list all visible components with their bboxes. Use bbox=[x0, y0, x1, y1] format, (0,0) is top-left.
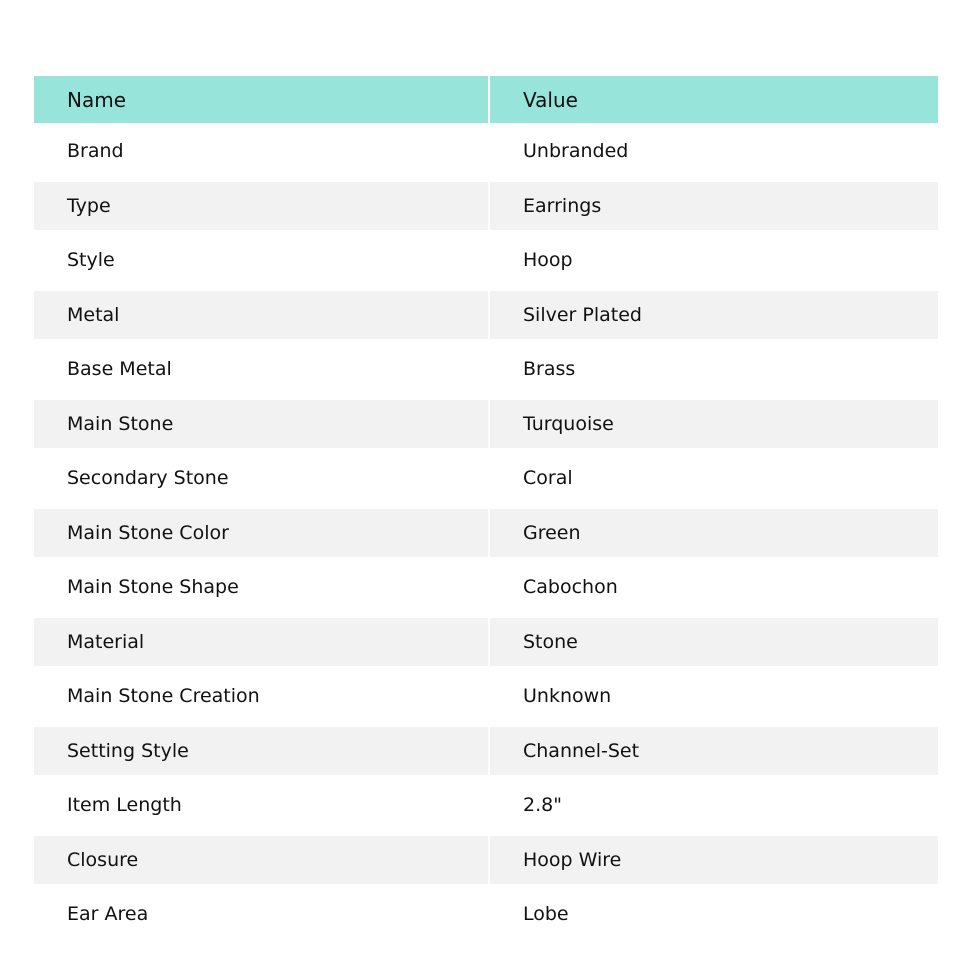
row-value-cell: Brass bbox=[490, 342, 938, 397]
row-name-cell: Secondary Stone bbox=[34, 451, 490, 506]
column-header-name: Name bbox=[34, 76, 490, 124]
row-value-cell: Unknown bbox=[490, 669, 938, 724]
table-row bbox=[34, 506, 938, 561]
table-row bbox=[34, 887, 938, 942]
row-name-cell: Type bbox=[34, 179, 490, 234]
row-value-cell: Hoop bbox=[490, 233, 938, 288]
row-name-cell: Item Length bbox=[34, 778, 490, 833]
row-value-cell: Unbranded bbox=[490, 124, 938, 179]
spec-table bbox=[34, 76, 938, 942]
row-name-cell: Brand bbox=[34, 124, 490, 179]
table-row bbox=[34, 342, 938, 397]
table-row bbox=[34, 669, 938, 724]
table-row bbox=[34, 724, 938, 779]
row-name-cell: Metal bbox=[34, 288, 490, 343]
table-body bbox=[34, 124, 938, 942]
table-row bbox=[34, 124, 938, 179]
table-row bbox=[34, 397, 938, 452]
row-value-cell: Silver Plated bbox=[490, 288, 938, 343]
row-value-cell: Cabochon bbox=[490, 560, 938, 615]
row-name-cell: Main Stone Creation bbox=[34, 669, 490, 724]
table-row bbox=[34, 778, 938, 833]
row-name-cell: Base Metal bbox=[34, 342, 490, 397]
table-row bbox=[34, 560, 938, 615]
header-row bbox=[34, 76, 938, 124]
column-header-value: Value bbox=[490, 76, 938, 124]
row-name-cell: Closure bbox=[34, 833, 490, 888]
row-value-cell: Earrings bbox=[490, 179, 938, 234]
table-row bbox=[34, 233, 938, 288]
row-value-cell: 2.8" bbox=[490, 778, 938, 833]
row-name-cell: Main Stone Color bbox=[34, 506, 490, 561]
row-value-cell: Turquoise bbox=[490, 397, 938, 452]
row-name-cell: Main Stone bbox=[34, 397, 490, 452]
row-value-cell: Green bbox=[490, 506, 938, 561]
table-header bbox=[34, 76, 938, 124]
row-name-cell: Style bbox=[34, 233, 490, 288]
row-name-cell: Main Stone Shape bbox=[34, 560, 490, 615]
row-name-cell: Ear Area bbox=[34, 887, 490, 942]
row-value-cell: Lobe bbox=[490, 887, 938, 942]
table-row bbox=[34, 288, 938, 343]
table-row bbox=[34, 451, 938, 506]
table-row bbox=[34, 833, 938, 888]
row-name-cell: Material bbox=[34, 615, 490, 670]
table-row bbox=[34, 615, 938, 670]
row-value-cell: Hoop Wire bbox=[490, 833, 938, 888]
row-name-cell: Setting Style bbox=[34, 724, 490, 779]
table-row bbox=[34, 179, 938, 234]
row-value-cell: Coral bbox=[490, 451, 938, 506]
row-value-cell: Stone bbox=[490, 615, 938, 670]
row-value-cell: Channel-Set bbox=[490, 724, 938, 779]
